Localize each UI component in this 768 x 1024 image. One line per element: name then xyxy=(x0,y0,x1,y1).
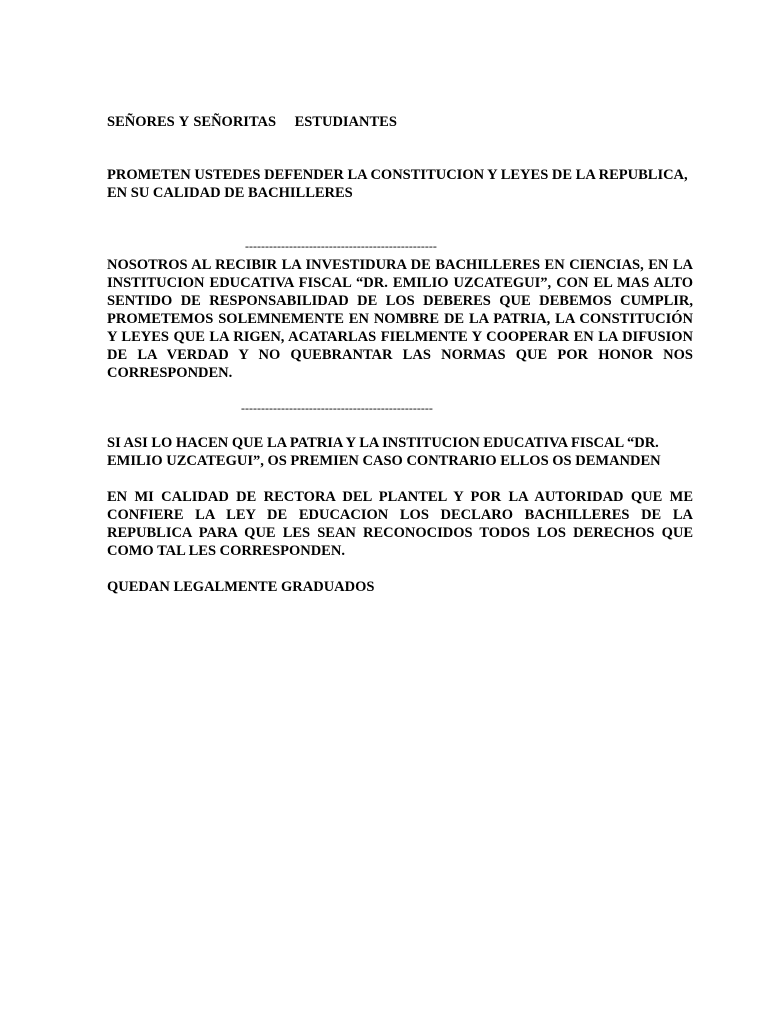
oath-question-paragraph: PROMETEN USTEDES DEFENDER LA CONSTITUCION Y LEYES DE LA REPUBLICA, EN SU CALIDAD DE BACHILLERES xyxy=(107,167,688,201)
salutation-line: SEÑORES Y SEÑORITAS ESTUDIANTES xyxy=(107,114,397,130)
separator-line-1: ------------------------------------------------ xyxy=(245,239,437,253)
blessing-paragraph: SI ASI LO HACEN QUE LA PATRIA Y LA INSTITUCION EDUCATIVA FISCAL “DR. EMILIO UZCATEGUI”, OS PREMIEN CASO CONTRARIO ELLOS OS DEMANDEN xyxy=(107,435,661,469)
oath-response-paragraph: NOSOTROS AL RECIBIR LA INVESTIDURA DE BACHILLERES EN CIENCIAS, EN LA INSTITUCION EDUCATIVA FISCAL “DR. EMILIO UZCATEGUI”, CON EL MAS ALTO SENTIDO DE RESPONSABILIDAD DE LOS DEBERES QUE DEBEMOS CUMPLIR, PROMETEMOS SOLEMNEMENTE EN NOMBRE DE LA PATRIA, LA CONSTITUCIÓN Y LEYES QUE LA RIGEN, ACATARLAS FIELMENTE Y COOPERAR EN LA DIFUSION DE LA VERDAD Y NO QUEBRANTAR LAS NORMAS QUE POR HONOR NOS CORRESPONDEN. xyxy=(107,257,693,381)
closing-line: QUEDAN LEGALMENTE GRADUADOS xyxy=(107,579,375,595)
separator-line-2: ------------------------------------------------ xyxy=(241,401,433,415)
declaration-paragraph: EN MI CALIDAD DE RECTORA DEL PLANTEL Y POR LA AUTORIDAD QUE ME CONFIERE LA LEY DE EDUCACION LOS DECLARO BACHILLERES DE LA REPUBLICA PARA QUE LES SEAN RECONOCIDOS TODOS LOS DERECHOS QUE COMO TAL LES CORRESPONDEN. xyxy=(107,489,693,559)
